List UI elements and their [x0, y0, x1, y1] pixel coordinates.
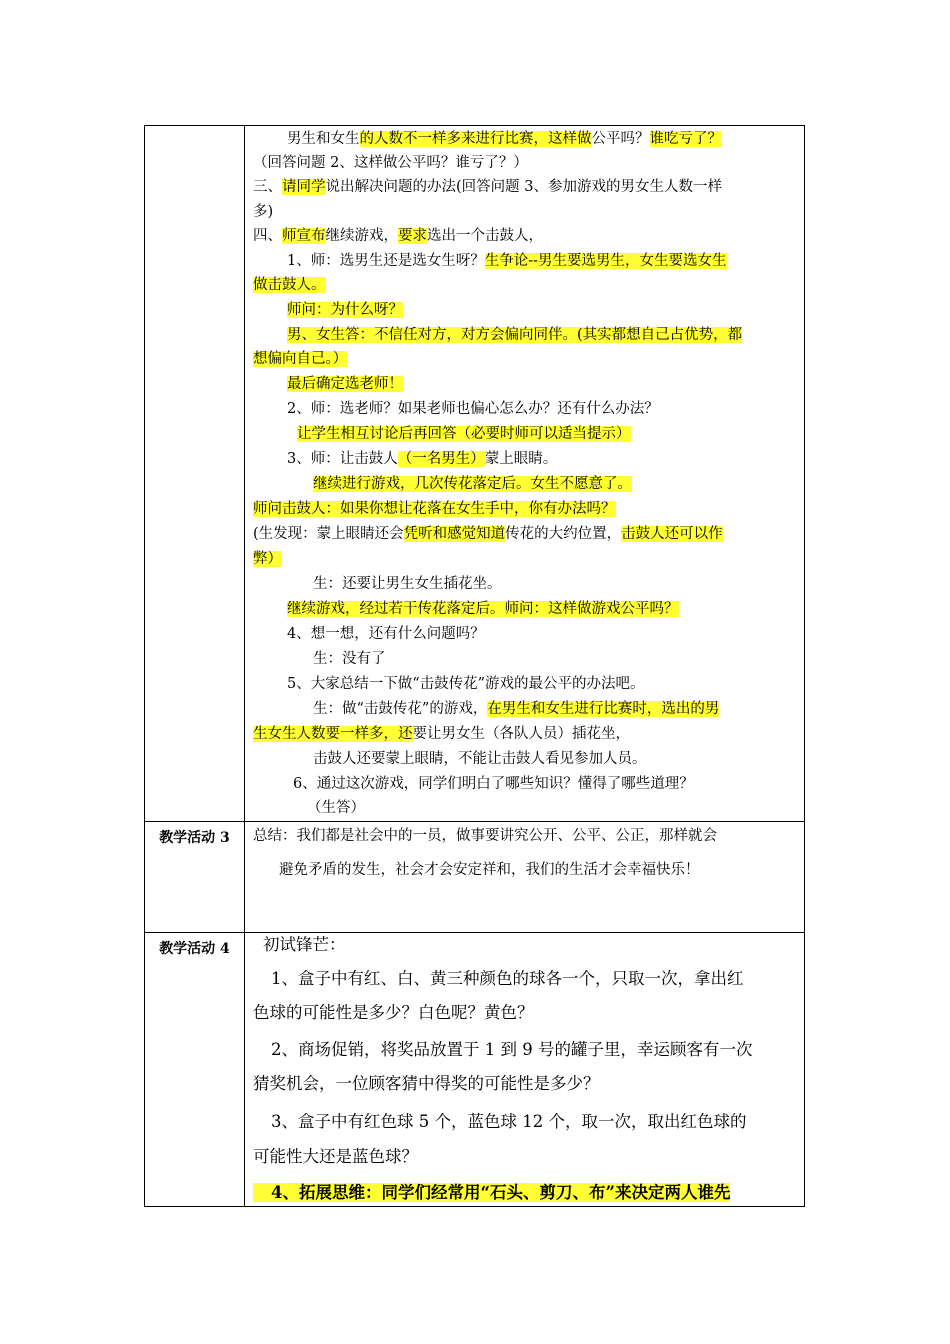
text-line: (生发现：蒙上眼睛还会凭听和感觉知道传花的大约位置，击鼓人还可以作 — [253, 526, 723, 542]
text-line: 击鼓人还要蒙上眼睛，不能让击鼓人看见参加人员。 — [313, 751, 647, 767]
text-line: 想偏向自己。） — [253, 351, 348, 367]
row-label: 教学活动 4 — [159, 941, 230, 957]
text-line: 3、盒子中有红色球 5 个，蓝色球 12 个，取一次，取出红色球的 — [271, 1112, 747, 1131]
text-line: 2、师：选老师？如果老师也偏心怎么办？还有什么办法？ — [287, 401, 659, 417]
text-line: 三、请同学说出解决问题的办法(回答问题 3、参加游戏的男女生人数一样 — [253, 179, 722, 195]
text-line: 生：还要让男生女生插花坐。 — [313, 576, 502, 592]
text-line: 4、拓展思维：同学们经常用“石头、剪刀、布”来决定两人谁先 — [253, 1182, 803, 1204]
text-line: 猜奖机会，一位顾客猜中得奖的可能性是多少？ — [253, 1074, 600, 1093]
text-line: （回答问题 2、这样做公平吗？谁亏了？） — [253, 155, 528, 171]
text-line: 2、商场促销，将奖品放置于 1 到 9 号的罐子里，幸运顾客有一次 — [271, 1040, 753, 1059]
text-line: 男生和女生的人数不一样多来进行比赛，这样做公平吗？谁吃亏了？ — [287, 131, 722, 147]
text-line: 生女生人数要一样多，还要让男女生（各队人员）插花坐， — [253, 726, 630, 742]
text-line: 师问：为什么呀？ — [287, 302, 403, 318]
text-line: 多) — [253, 204, 274, 220]
text-line: 四、师宣布继续游戏，要求选出一个击鼓人， — [253, 228, 543, 244]
lesson-table — [144, 125, 805, 1207]
text-line: 避免矛盾的发生，社会才会安定祥和，我们的生活才会幸福快乐！ — [279, 862, 700, 878]
text-line: 让学生相互讨论后再回答（必要时师可以适当提示） — [297, 426, 631, 442]
text-line: 生：没有了 — [313, 651, 386, 667]
text-line: 色球的可能性是多少？白色呢？黄色？ — [253, 1003, 534, 1022]
row-label: 教学活动 3 — [159, 830, 230, 846]
text-line: 师问击鼓人：如果你想让花落在女生手中，你有办法吗？ — [253, 501, 616, 517]
text-line: （生答） — [307, 800, 365, 816]
text-line: 1、师：选男生还是选女生呀？生争论--男生要选男生，女生要选女生 — [287, 253, 727, 269]
row-divider — [145, 932, 804, 933]
text-line: 可能性大还是蓝色球？ — [253, 1147, 418, 1166]
text-line: 做击鼓人。 — [253, 277, 326, 293]
text-line: 最后确定选老师！ — [287, 376, 403, 392]
text-line: 6、通过这次游戏，同学们明白了哪些知识？懂得了哪些道理？ — [293, 776, 694, 792]
text-line: 继续进行游戏，几次传花落定后。女生不愿意了。 — [313, 476, 632, 492]
text-line: 弊） — [253, 551, 282, 567]
text-line: 1、盒子中有红、白、黄三种颜色的球各一个，只取一次，拿出红 — [271, 969, 744, 988]
text-line: 生：做“击鼓传花”的游戏，在男生和女生进行比赛时，选出的男 — [313, 701, 720, 717]
text-line: 男、女生答：不信任对方，对方会偏向同伴。(其实都想自己占优势，都 — [287, 327, 743, 343]
text-line: 继续游戏，经过若干传花落定后。师问：这样做游戏公平吗？ — [287, 601, 679, 617]
text-line: 5、大家总结一下做“击鼓传花”游戏的最公平的办法吧。 — [287, 676, 645, 692]
text-line: 4、想一想，还有什么问题吗？ — [287, 626, 485, 642]
text-line: 总结：我们都是社会中的一员，做事要讲究公开、公平、公正，那样就会 — [253, 828, 717, 844]
column-divider — [244, 126, 245, 1206]
row-divider — [145, 821, 804, 822]
text-line: 初试锋芒： — [263, 935, 346, 954]
text-line: 3、师：让击鼓人（一名男生）蒙上眼睛。 — [287, 451, 558, 467]
